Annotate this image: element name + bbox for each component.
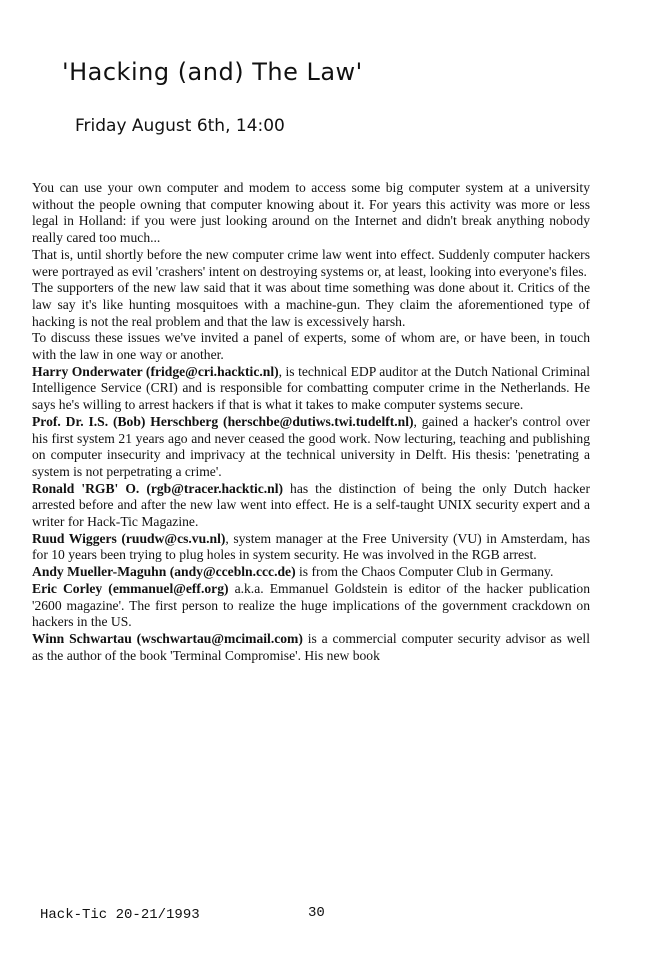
- panelist-name: Prof. Dr. I.S. (Bob) Herschberg (herschbe@dutiws.twi.tudelft.nl): [32, 413, 414, 429]
- paragraph: [32, 280, 590, 330]
- panelist-paragraph: [32, 364, 590, 414]
- panelist-bio: has the distinction of being the only Dutch hacker arrested before and after the new law went into effect. He is a self-taught UNIX security expert and a writer for Hack-Tic Magazine.: [32, 480, 590, 530]
- footer-publication: Hack-Tic 20-21/1993: [40, 907, 200, 923]
- panelist-bio: a.k.a. Emmanuel Goldstein is editor of the hacker publication '2600 magazine'. The first person to realize the huge implications of the government crackdown on hackers in the US.: [32, 580, 590, 630]
- panelist-paragraph: [32, 631, 590, 664]
- paragraph: [32, 247, 590, 280]
- paragraph-text: The supporters of the new law said that it was about time something was done about it. Critics of the law say it's like hunting mosquitoes with a machine-gun. They claim the aforementioned type of hacking is not the real problem and that the law is excessively harsh.: [32, 280, 590, 329]
- panelist-name: Ruud Wiggers (ruudw@cs.vu.nl): [32, 530, 226, 546]
- paragraph-text: To discuss these issues we've invited a panel of experts, some of whom are, or have been, in touch with the law in one way or another.: [32, 330, 590, 363]
- paragraph: [32, 330, 590, 363]
- panelist-name: Ronald 'RGB' O. (rgb@tracer.hacktic.nl): [32, 480, 284, 496]
- article-title: 'Hacking (and) The Law': [62, 58, 363, 86]
- panelist-bio: is a commercial computer security advisor as well as the author of the book 'Terminal Compromise'. His new book: [32, 630, 590, 663]
- panelist-name: Harry Onderwater (fridge@cri.hacktic.nl): [32, 363, 279, 379]
- panelist-paragraph: [32, 531, 590, 564]
- panelist-paragraph: [32, 581, 590, 631]
- panelist-name: Winn Schwartau (wschwartau@mcimail.com): [32, 630, 303, 646]
- panelist-name: Andy Mueller-Maguhn (andy@ccebln.ccc.de): [32, 564, 296, 580]
- paragraph-text: That is, until shortly before the new computer crime law went into effect. Suddenly computer hackers were portrayed as evil 'crashers' intent on destroying systems or, at least, looking into everyone's files.: [32, 246, 590, 279]
- panelist-name: Eric Corley (emmanuel@eff.org): [32, 580, 229, 596]
- panelist-paragraph: [32, 414, 590, 481]
- panelist-paragraph: [32, 564, 590, 581]
- panelist-bio: , is technical EDP auditor at the Dutch National Criminal Intelligence Service (CRI) and is responsible for combatting computer crime in the Netherlands. He says he's willing to arrest hackers if that is what it takes to make computer systems secure.: [32, 363, 590, 413]
- paragraph: [32, 180, 590, 247]
- article-subtitle: Friday August 6th, 14:00: [75, 116, 285, 136]
- page-number: 30: [308, 905, 325, 921]
- panelist-paragraph: [32, 481, 590, 531]
- panelist-bio: , system manager at the Free University (VU) in Amsterdam, has for 10 years been trying to plug holes in system security. He was involved in the RGB arrest.: [32, 530, 590, 563]
- panelist-bio: , gained a hacker's control over his first system 21 years ago and never ceased the good work. Now lecturing, teaching and publishing on computer insecurity and imprivacy at the technical university in Delft. His thesis: 'penetrating a system is not perpetrating a crime'.: [32, 413, 590, 479]
- panelist-bio: is from the Chaos Computer Club in Germany.: [295, 564, 554, 580]
- paragraph-text: You can use your own computer and modem to access some big computer system at a university without the people owning that computer knowing about it. For years this activity was more or less legal in Holland: if you were just looking around on the Internet and didn't break anything nobody really cared too much...: [32, 180, 590, 246]
- article-body: [32, 180, 590, 664]
